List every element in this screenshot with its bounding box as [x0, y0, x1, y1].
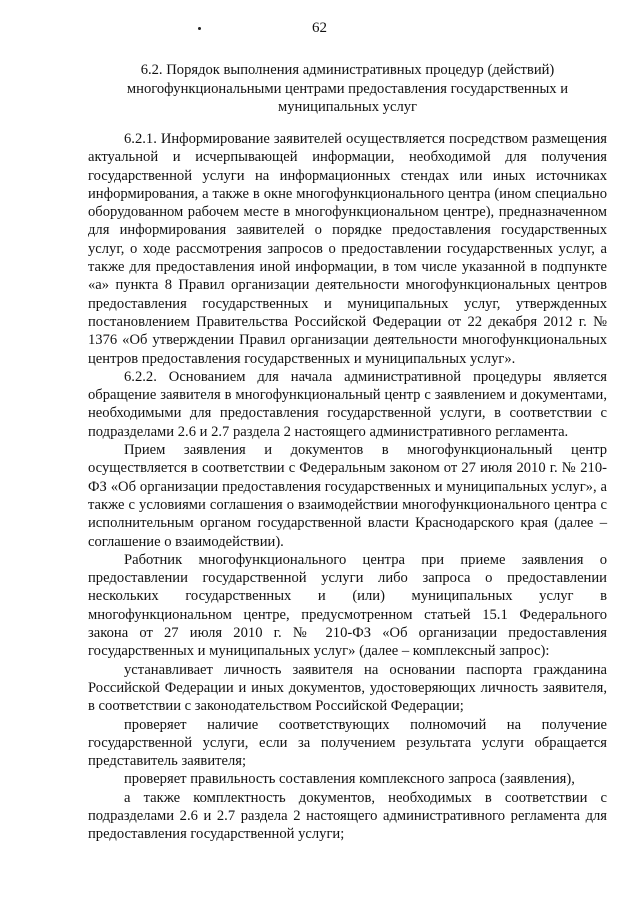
- document-body: [88, 130, 607, 844]
- heading-line: 6.2. Порядок выполнения административных процедур (действий): [140, 62, 555, 78]
- paragraph-identity: устанавливает личность заявителя на основании паспорта гражданина Российской Федерации и иных документов, удостоверяющих личность заявителя, в соответствии с законодательством Российской Федерации;: [88, 661, 607, 715]
- paragraph-authority: проверяет наличие соответствующих полномочий на получение государственной услуги, если за получением результата услуги обращается представитель заявителя;: [88, 716, 607, 770]
- paragraph-completeness: а также комплектность документов, необходимых в соответствии с подразделами 2.6 и 2.7 раздела 2 настоящего административного регламента для предоставления государственной услуги;: [88, 789, 607, 843]
- paragraph-6-2-2: 6.2.2. Основанием для начала административной процедуры является обращение заявителя в многофункциональный центр с заявлением и документами, необходимыми для предоставления государственной услуги, в соответствии с подразделами 2.6 и 2.7 раздела 2 настоящего административного регламента.: [88, 368, 607, 440]
- heading-line: многофункциональными центрами предоставления государственных и: [126, 80, 569, 97]
- section-heading: [95, 61, 600, 117]
- page-number: 62: [312, 20, 327, 36]
- heading-line: муниципальных услуг: [277, 99, 418, 115]
- paragraph-6-2-1: 6.2.1. Информирование заявителей осуществляется посредством размещения актуальной и исчерпывающей информации, необходимой для получения государственной услуги на информационных стендах или иных источниках информирования, а также в окне многофункционального центра (ином специально оборудованном рабочем месте в многофункциональном центре), предназначенном для информирования заявителей о порядке предоставления государственных услуг, о ходе рассмотрения запросов о предоставлении государственных услуг, а также для предоставления иной информации, в том числе указанной в подпункте «а» пункта 8 Правил организации деятельности многофункциональных центров предоставления государственных и муниципальных услуг, утвержденных постановлением Правительства Российской Федерации от 22 декабря 2012 г. № 1376 «Об утверждении Правил организации деятельности многофункциональных центров предоставления государственных и муниципальных услуг».: [88, 131, 607, 367]
- paragraph-reception: Прием заявления и документов в многофункциональный центр осуществляется в соответствии с Федеральным законом от 27 июля 2010 г. № 210-ФЗ «Об организации предоставления государственных и муниципальных услуг», а также с условиями соглашения о взаимодействии многофункционального центра с исполнительным органом государственной власти Краснодарского края (далее – соглашение о взаимодействии).: [88, 442, 607, 550]
- paragraph-worker: Работник многофункционального центра при приеме заявления о предоставлении государственной услуги либо запроса о предоставлении нескольких государственных и (или) муниципальных услуг в многофункциональном центре, предусмотренном статьей 15.1 Федерального закона от 27 июля 2010 г. № 210-ФЗ «Об организации предоставления государственных и муниципальных услуг» (далее – комплексный запрос):: [88, 551, 607, 660]
- paragraph-correctness: проверяет правильность составления комплексного запроса (заявления),: [124, 771, 575, 788]
